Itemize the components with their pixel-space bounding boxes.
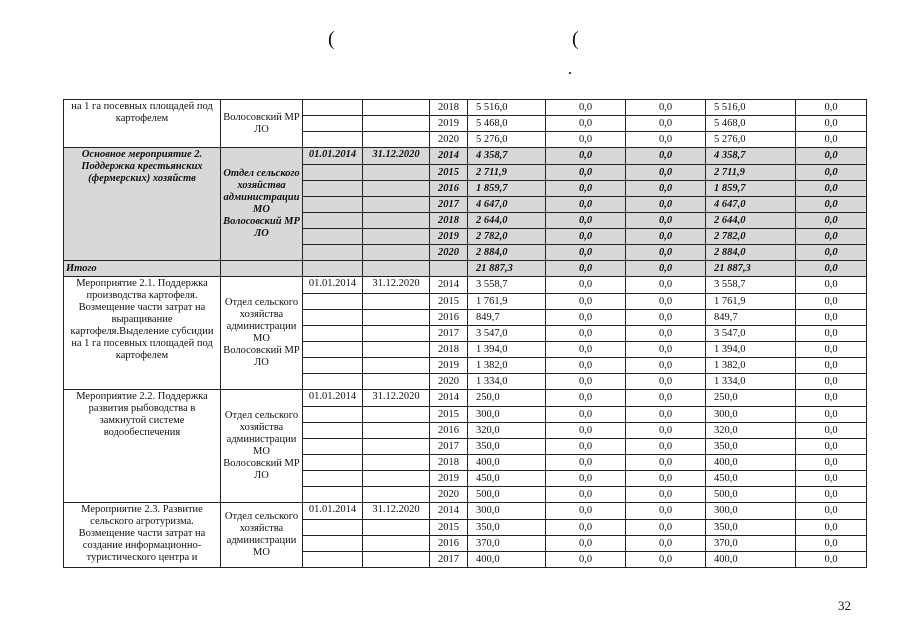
start-date-empty bbox=[303, 181, 363, 197]
end-date-empty bbox=[363, 471, 430, 487]
local-cell: 320,0 bbox=[706, 423, 796, 439]
end-date-empty bbox=[363, 407, 430, 423]
local-cell: 3 558,7 bbox=[706, 277, 796, 294]
other-cell: 0,0 bbox=[796, 471, 867, 487]
federal-cell: 0,0 bbox=[546, 294, 626, 310]
start-date: 01.01.2014 bbox=[303, 148, 363, 165]
start-date-empty bbox=[303, 165, 363, 181]
end-date: 31.12.2020 bbox=[363, 277, 430, 294]
total-cell: 3 547,0 bbox=[468, 326, 546, 342]
total-cell: 1 394,0 bbox=[468, 342, 546, 358]
other-cell: 0,0 bbox=[796, 390, 867, 407]
page-number: 32 bbox=[838, 598, 851, 613]
regional-cell: 0,0 bbox=[626, 213, 706, 229]
other-cell: 0,0 bbox=[796, 455, 867, 471]
table-row bbox=[64, 148, 867, 165]
total-cell: 2 884,0 bbox=[468, 245, 546, 261]
regional-cell: 0,0 bbox=[626, 165, 706, 181]
other-cell: 0,0 bbox=[796, 197, 867, 213]
total-cell: 320,0 bbox=[468, 423, 546, 439]
year-cell: 2015 bbox=[430, 407, 468, 423]
other-cell: 0,0 bbox=[796, 132, 867, 148]
total-row bbox=[64, 261, 867, 277]
end-date-empty bbox=[363, 229, 430, 245]
local-cell: 4 647,0 bbox=[706, 197, 796, 213]
year-cell: 2016 bbox=[430, 310, 468, 326]
regional-cell: 0,0 bbox=[626, 536, 706, 552]
federal-cell: 0,0 bbox=[546, 165, 626, 181]
empty-cell bbox=[303, 261, 363, 277]
regional-cell: 0,0 bbox=[626, 423, 706, 439]
year-cell: 2014 bbox=[430, 503, 468, 520]
event-description: на 1 га посевных площадей под картофелем bbox=[64, 100, 221, 148]
local-cell: 1 394,0 bbox=[706, 342, 796, 358]
total-cell: 3 558,7 bbox=[468, 277, 546, 294]
local-cell: 370,0 bbox=[706, 536, 796, 552]
total-cell: 1 859,7 bbox=[468, 181, 546, 197]
regional-cell: 0,0 bbox=[626, 374, 706, 390]
year-cell: 2016 bbox=[430, 536, 468, 552]
start-date: 01.01.2014 bbox=[303, 277, 363, 294]
total-cell: 300,0 bbox=[468, 503, 546, 520]
local-cell: 400,0 bbox=[706, 552, 796, 568]
other-cell: 0,0 bbox=[796, 439, 867, 455]
year-cell: 2019 bbox=[430, 358, 468, 374]
local-cell: 2 644,0 bbox=[706, 213, 796, 229]
start-date-empty bbox=[303, 358, 363, 374]
regional-cell: 0,0 bbox=[626, 132, 706, 148]
regional-cell: 0,0 bbox=[626, 197, 706, 213]
federal-cell: 0,0 bbox=[546, 439, 626, 455]
table-row bbox=[64, 390, 867, 407]
local-cell: 350,0 bbox=[706, 439, 796, 455]
start-date: 01.01.2014 bbox=[303, 390, 363, 407]
federal-cell: 0,0 bbox=[546, 503, 626, 520]
regional-cell: 0,0 bbox=[626, 455, 706, 471]
other-cell: 0,0 bbox=[796, 165, 867, 181]
total-cell: 21 887,3 bbox=[468, 261, 546, 277]
start-date-empty bbox=[303, 100, 363, 116]
local-cell: 849,7 bbox=[706, 310, 796, 326]
regional-cell: 0,0 bbox=[626, 148, 706, 165]
regional-cell: 0,0 bbox=[626, 520, 706, 536]
end-date-empty bbox=[363, 374, 430, 390]
end-date-empty bbox=[363, 342, 430, 358]
federal-cell: 0,0 bbox=[546, 552, 626, 568]
total-cell: 1 382,0 bbox=[468, 358, 546, 374]
empty-cell bbox=[221, 261, 303, 277]
other-cell: 0,0 bbox=[796, 358, 867, 374]
table-body bbox=[64, 100, 867, 568]
end-date-empty bbox=[363, 213, 430, 229]
start-date-empty bbox=[303, 132, 363, 148]
year-cell: 2018 bbox=[430, 455, 468, 471]
federal-cell: 0,0 bbox=[546, 326, 626, 342]
empty-cell bbox=[363, 261, 430, 277]
regional-cell: 0,0 bbox=[626, 310, 706, 326]
year-cell: 2019 bbox=[430, 229, 468, 245]
regional-cell: 0,0 bbox=[626, 326, 706, 342]
federal-cell: 0,0 bbox=[546, 132, 626, 148]
other-cell: 0,0 bbox=[796, 277, 867, 294]
total-cell: 5 276,0 bbox=[468, 132, 546, 148]
end-date-empty bbox=[363, 165, 430, 181]
end-date-empty bbox=[363, 181, 430, 197]
year-cell: 2014 bbox=[430, 390, 468, 407]
end-date-empty bbox=[363, 116, 430, 132]
local-cell: 1 859,7 bbox=[706, 181, 796, 197]
federal-cell: 0,0 bbox=[546, 213, 626, 229]
regional-cell: 0,0 bbox=[626, 503, 706, 520]
year-cell: 2015 bbox=[430, 165, 468, 181]
end-date-empty bbox=[363, 197, 430, 213]
other-cell: 0,0 bbox=[796, 407, 867, 423]
responsible-org: Волосовский МР ЛО bbox=[221, 100, 303, 148]
federal-cell: 0,0 bbox=[546, 536, 626, 552]
scan-speck bbox=[569, 72, 571, 74]
start-date: 01.01.2014 bbox=[303, 503, 363, 520]
end-date-empty bbox=[363, 487, 430, 503]
federal-cell: 0,0 bbox=[546, 374, 626, 390]
start-date-empty bbox=[303, 197, 363, 213]
start-date-empty bbox=[303, 326, 363, 342]
local-cell: 400,0 bbox=[706, 455, 796, 471]
total-cell: 2 644,0 bbox=[468, 213, 546, 229]
local-cell: 21 887,3 bbox=[706, 261, 796, 277]
responsible-org: Отдел сельского хозяйства администрации МО Волосовский МР ЛО bbox=[221, 277, 303, 390]
start-date-empty bbox=[303, 245, 363, 261]
regional-cell: 0,0 bbox=[626, 358, 706, 374]
total-cell: 500,0 bbox=[468, 487, 546, 503]
federal-cell: 0,0 bbox=[546, 487, 626, 503]
total-cell: 450,0 bbox=[468, 471, 546, 487]
other-cell: 0,0 bbox=[796, 310, 867, 326]
year-cell: 2017 bbox=[430, 439, 468, 455]
regional-cell: 0,0 bbox=[626, 390, 706, 407]
other-cell: 0,0 bbox=[796, 116, 867, 132]
event-description: Мероприятие 2.1. Поддержка производства картофеля. Возмещение части затрат на выращивание картофеля.Выделение субсидии на 1 га посевных площадей под картофелем bbox=[64, 277, 221, 390]
stray-parenthesis-left: ( bbox=[328, 28, 335, 50]
start-date-empty bbox=[303, 471, 363, 487]
year-cell: 2020 bbox=[430, 487, 468, 503]
end-date-empty bbox=[363, 455, 430, 471]
total-cell: 4 647,0 bbox=[468, 197, 546, 213]
event-description: Мероприятие 2.2. Поддержка развития рыбоводства в замкнутой системе водообеспечения bbox=[64, 390, 221, 503]
federal-cell: 0,0 bbox=[546, 390, 626, 407]
stray-parenthesis-right: ( bbox=[572, 28, 579, 50]
other-cell: 0,0 bbox=[796, 552, 867, 568]
federal-cell: 0,0 bbox=[546, 245, 626, 261]
year-cell: 2020 bbox=[430, 374, 468, 390]
federal-cell: 0,0 bbox=[546, 423, 626, 439]
year-cell: 2016 bbox=[430, 423, 468, 439]
federal-cell: 0,0 bbox=[546, 261, 626, 277]
total-cell: 5 516,0 bbox=[468, 100, 546, 116]
other-cell: 0,0 bbox=[796, 503, 867, 520]
regional-cell: 0,0 bbox=[626, 342, 706, 358]
end-date-empty bbox=[363, 423, 430, 439]
start-date-empty bbox=[303, 536, 363, 552]
event-description: Основное мероприятие 2. Поддержка крестьянских (фермерских) хозяйств bbox=[64, 148, 221, 261]
regional-cell: 0,0 bbox=[626, 100, 706, 116]
federal-cell: 0,0 bbox=[546, 181, 626, 197]
end-date: 31.12.2020 bbox=[363, 390, 430, 407]
total-cell: 1 334,0 bbox=[468, 374, 546, 390]
other-cell: 0,0 bbox=[796, 487, 867, 503]
federal-cell: 0,0 bbox=[546, 100, 626, 116]
end-date-empty bbox=[363, 520, 430, 536]
regional-cell: 0,0 bbox=[626, 294, 706, 310]
local-cell: 1 334,0 bbox=[706, 374, 796, 390]
start-date-empty bbox=[303, 407, 363, 423]
start-date-empty bbox=[303, 552, 363, 568]
regional-cell: 0,0 bbox=[626, 116, 706, 132]
local-cell: 300,0 bbox=[706, 503, 796, 520]
regional-cell: 0,0 bbox=[626, 245, 706, 261]
table-row bbox=[64, 277, 867, 294]
responsible-org: Отдел сельского хозяйства администрации МО Волосовский МР ЛО bbox=[221, 148, 303, 261]
other-cell: 0,0 bbox=[796, 261, 867, 277]
total-cell: 1 761,9 bbox=[468, 294, 546, 310]
start-date-empty bbox=[303, 310, 363, 326]
total-cell: 370,0 bbox=[468, 536, 546, 552]
total-cell: 5 468,0 bbox=[468, 116, 546, 132]
total-label: Итого bbox=[64, 261, 221, 277]
local-cell: 450,0 bbox=[706, 471, 796, 487]
start-date-empty bbox=[303, 294, 363, 310]
total-cell: 4 358,7 bbox=[468, 148, 546, 165]
start-date-empty bbox=[303, 342, 363, 358]
other-cell: 0,0 bbox=[796, 520, 867, 536]
total-cell: 400,0 bbox=[468, 552, 546, 568]
end-date-empty bbox=[363, 358, 430, 374]
year-cell: 2020 bbox=[430, 132, 468, 148]
regional-cell: 0,0 bbox=[626, 277, 706, 294]
year-cell: 2018 bbox=[430, 100, 468, 116]
year-cell: 2017 bbox=[430, 326, 468, 342]
start-date-empty bbox=[303, 487, 363, 503]
year-cell: 2019 bbox=[430, 471, 468, 487]
year-cell: 2014 bbox=[430, 148, 468, 165]
local-cell: 5 468,0 bbox=[706, 116, 796, 132]
year-cell: 2017 bbox=[430, 552, 468, 568]
responsible-org: Отдел сельского хозяйства администрации МО bbox=[221, 503, 303, 568]
local-cell: 250,0 bbox=[706, 390, 796, 407]
event-description: Мероприятие 2.3. Развитие сельского агротуризма. Возмещение части затрат на создание информационно-туристического центра и bbox=[64, 503, 221, 568]
local-cell: 1 761,9 bbox=[706, 294, 796, 310]
local-cell: 2 884,0 bbox=[706, 245, 796, 261]
start-date-empty bbox=[303, 374, 363, 390]
total-cell: 849,7 bbox=[468, 310, 546, 326]
local-cell: 500,0 bbox=[706, 487, 796, 503]
local-cell: 350,0 bbox=[706, 520, 796, 536]
federal-cell: 0,0 bbox=[546, 116, 626, 132]
end-date-empty bbox=[363, 310, 430, 326]
start-date-empty bbox=[303, 455, 363, 471]
federal-cell: 0,0 bbox=[546, 197, 626, 213]
total-cell: 2 782,0 bbox=[468, 229, 546, 245]
regional-cell: 0,0 bbox=[626, 181, 706, 197]
other-cell: 0,0 bbox=[796, 213, 867, 229]
regional-cell: 0,0 bbox=[626, 439, 706, 455]
local-cell: 5 516,0 bbox=[706, 100, 796, 116]
start-date-empty bbox=[303, 423, 363, 439]
end-date-empty bbox=[363, 132, 430, 148]
regional-cell: 0,0 bbox=[626, 407, 706, 423]
year-cell: 2015 bbox=[430, 294, 468, 310]
regional-cell: 0,0 bbox=[626, 487, 706, 503]
year-cell: 2016 bbox=[430, 181, 468, 197]
year-cell: 2015 bbox=[430, 520, 468, 536]
total-cell: 350,0 bbox=[468, 439, 546, 455]
total-cell: 400,0 bbox=[468, 455, 546, 471]
end-date-empty bbox=[363, 536, 430, 552]
end-date-empty bbox=[363, 100, 430, 116]
table-row bbox=[64, 503, 867, 520]
federal-cell: 0,0 bbox=[546, 520, 626, 536]
local-cell: 2 782,0 bbox=[706, 229, 796, 245]
other-cell: 0,0 bbox=[796, 148, 867, 165]
other-cell: 0,0 bbox=[796, 374, 867, 390]
year-cell: 2018 bbox=[430, 342, 468, 358]
end-date: 31.12.2020 bbox=[363, 148, 430, 165]
end-date-empty bbox=[363, 326, 430, 342]
federal-cell: 0,0 bbox=[546, 407, 626, 423]
year-cell: 2017 bbox=[430, 197, 468, 213]
other-cell: 0,0 bbox=[796, 294, 867, 310]
local-cell: 2 711,9 bbox=[706, 165, 796, 181]
federal-cell: 0,0 bbox=[546, 455, 626, 471]
empty-cell bbox=[430, 261, 468, 277]
other-cell: 0,0 bbox=[796, 342, 867, 358]
budget-table bbox=[63, 99, 867, 568]
start-date-empty bbox=[303, 520, 363, 536]
year-cell: 2020 bbox=[430, 245, 468, 261]
responsible-org: Отдел сельского хозяйства администрации МО Волосовский МР ЛО bbox=[221, 390, 303, 503]
regional-cell: 0,0 bbox=[626, 471, 706, 487]
federal-cell: 0,0 bbox=[546, 358, 626, 374]
federal-cell: 0,0 bbox=[546, 471, 626, 487]
other-cell: 0,0 bbox=[796, 229, 867, 245]
end-date-empty bbox=[363, 294, 430, 310]
table-row bbox=[64, 100, 867, 116]
federal-cell: 0,0 bbox=[546, 342, 626, 358]
total-cell: 300,0 bbox=[468, 407, 546, 423]
end-date-empty bbox=[363, 552, 430, 568]
start-date-empty bbox=[303, 439, 363, 455]
local-cell: 4 358,7 bbox=[706, 148, 796, 165]
other-cell: 0,0 bbox=[796, 181, 867, 197]
year-cell: 2014 bbox=[430, 277, 468, 294]
other-cell: 0,0 bbox=[796, 245, 867, 261]
local-cell: 300,0 bbox=[706, 407, 796, 423]
local-cell: 3 547,0 bbox=[706, 326, 796, 342]
start-date-empty bbox=[303, 229, 363, 245]
total-cell: 2 711,9 bbox=[468, 165, 546, 181]
end-date: 31.12.2020 bbox=[363, 503, 430, 520]
federal-cell: 0,0 bbox=[546, 148, 626, 165]
federal-cell: 0,0 bbox=[546, 310, 626, 326]
local-cell: 5 276,0 bbox=[706, 132, 796, 148]
federal-cell: 0,0 bbox=[546, 277, 626, 294]
regional-cell: 0,0 bbox=[626, 229, 706, 245]
regional-cell: 0,0 bbox=[626, 552, 706, 568]
federal-cell: 0,0 bbox=[546, 229, 626, 245]
other-cell: 0,0 bbox=[796, 536, 867, 552]
year-cell: 2019 bbox=[430, 116, 468, 132]
start-date-empty bbox=[303, 116, 363, 132]
start-date-empty bbox=[303, 213, 363, 229]
other-cell: 0,0 bbox=[796, 326, 867, 342]
regional-cell: 0,0 bbox=[626, 261, 706, 277]
total-cell: 250,0 bbox=[468, 390, 546, 407]
total-cell: 350,0 bbox=[468, 520, 546, 536]
end-date-empty bbox=[363, 245, 430, 261]
local-cell: 1 382,0 bbox=[706, 358, 796, 374]
end-date-empty bbox=[363, 439, 430, 455]
year-cell: 2018 bbox=[430, 213, 468, 229]
other-cell: 0,0 bbox=[796, 100, 867, 116]
other-cell: 0,0 bbox=[796, 423, 867, 439]
